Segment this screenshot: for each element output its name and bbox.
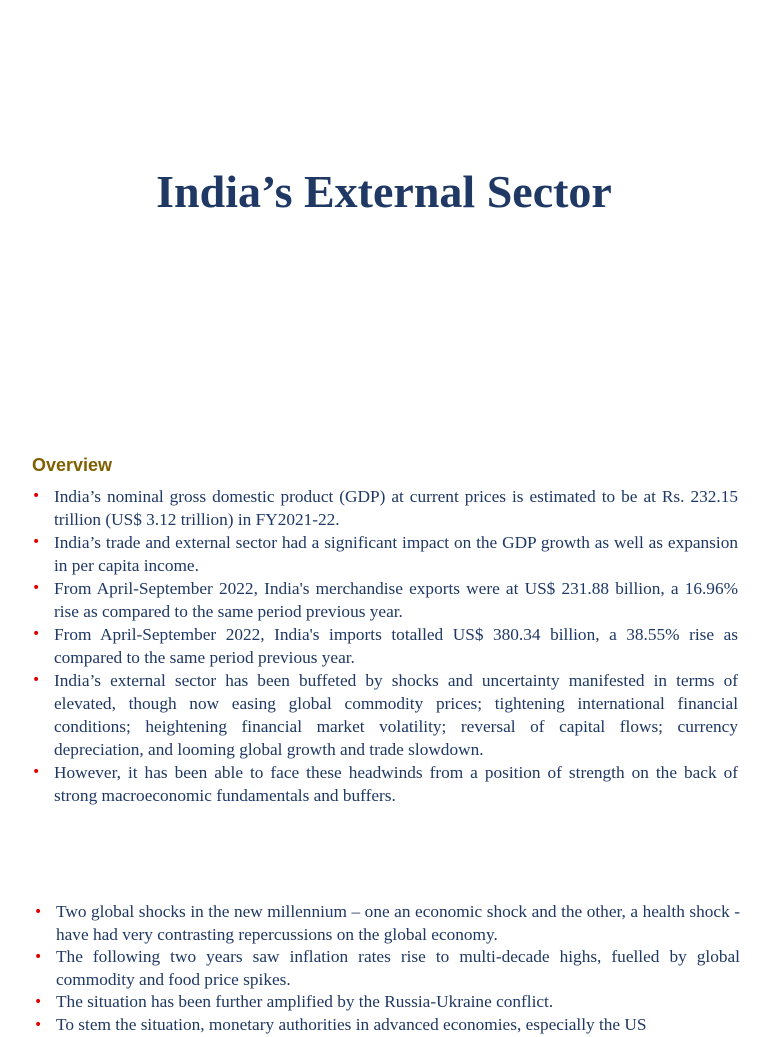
- list-item: [34, 901, 740, 946]
- list-item: [32, 669, 738, 761]
- global-shocks-bullet-list: [34, 901, 740, 1036]
- overview-heading: Overview: [32, 455, 113, 475]
- bullet-icon: •: [34, 949, 43, 965]
- bullet-icon: •: [32, 764, 41, 780]
- bullet-icon: •: [32, 488, 41, 504]
- list-item: [32, 623, 738, 669]
- list-item: [32, 761, 738, 807]
- list-item: [34, 946, 740, 991]
- bullet-text: However, it has been able to face these headwinds from a position of strength on the back of strong macroeconomic fundamentals and buffers.: [54, 763, 738, 805]
- bullet-icon: •: [32, 626, 41, 642]
- bullet-text: India’s trade and external sector had a significant impact on the GDP growth as well as expansion in per capita income.: [54, 533, 738, 575]
- bullet-icon: •: [34, 1016, 43, 1033]
- bullet-text: To stem the situation, monetary authorities in advanced economies, especially the US: [56, 1014, 647, 1034]
- bullet-icon: •: [32, 580, 41, 596]
- bullet-icon: •: [32, 534, 41, 550]
- list-item: [32, 577, 738, 623]
- page-title: India’s External Sector: [156, 166, 612, 217]
- bullet-icon: •: [32, 672, 41, 688]
- list-item: [34, 991, 740, 1014]
- list-item: [32, 531, 738, 577]
- bullet-icon: •: [34, 994, 43, 1010]
- bullet-text: From April-September 2022, India's merchandise exports were at US$ 231.88 billion, a 16.96% rise as compared to the same period previous year.: [54, 579, 738, 621]
- overview-bullet-list: [32, 485, 738, 807]
- bullet-text: From April-September 2022, India's imports totalled US$ 380.34 billion, a 38.55% rise as compared to the same period previous year.: [54, 625, 738, 667]
- bullet-text: India’s nominal gross domestic product (GDP) at current prices is estimated to be at Rs. 232.15 trillion (US$ 3.12 trillion) in FY2021-22.: [54, 487, 738, 529]
- list-item: [32, 485, 738, 531]
- bullet-text: The following two years saw inflation rates rise to multi-decade highs, fuelled by global commodity and food price spikes.: [56, 947, 740, 989]
- bullet-text: Two global shocks in the new millennium – one an economic shock and the other, a health shock - have had very contrasting repercussions on the global economy.: [56, 902, 740, 944]
- bullet-text: The situation has been further amplified by the Russia-Ukraine conflict.: [56, 992, 554, 1011]
- list-item: [34, 1014, 740, 1037]
- bullet-icon: •: [34, 904, 43, 920]
- bullet-text: India’s external sector has been buffeted by shocks and uncertainty manifested in terms of elevated, though now easing global commodity prices; tightening international financial conditions; heightening financial market volatility; reversal of capital flows; currency depreciation, and looming global growth and trade slowdown.: [54, 671, 738, 759]
